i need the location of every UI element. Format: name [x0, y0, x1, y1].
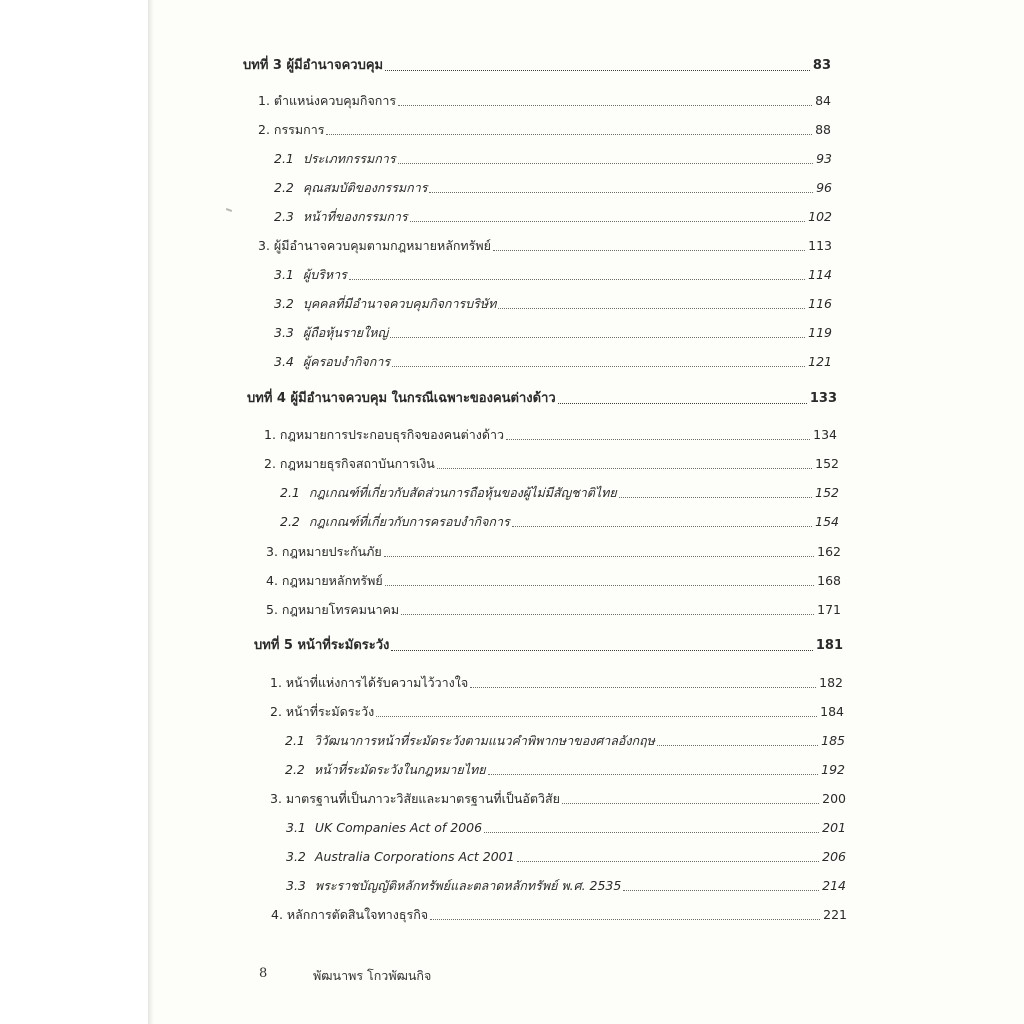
toc-entry-label: 5. กฎหมายโทรคมนาคม — [266, 602, 400, 617]
toc-entry-page: 168 — [817, 573, 841, 588]
toc-entry-label: บทที่ 3 ผู้มีอำนาจควบคุม — [243, 58, 384, 73]
toc-entry-page: 93 — [816, 151, 832, 166]
dot-leader — [619, 497, 812, 498]
toc-entry-title: ผู้ครอบงำกิจการ — [302, 354, 391, 369]
toc-section — [266, 573, 841, 589]
toc-entry-label: 2. กฎหมายธุรกิจสถาบันการเงิน — [264, 456, 435, 471]
dot-leader — [390, 337, 805, 338]
dot-leader — [430, 919, 820, 920]
toc-entry-label — [274, 325, 390, 341]
toc-entry-label: 3. ผู้มีอำนาจควบคุมตามกฎหมายหลักทรัพย์ — [258, 238, 491, 253]
toc-subsection — [285, 762, 845, 778]
toc-entry-label — [274, 151, 398, 167]
toc-subsection — [274, 180, 832, 196]
toc-subsection — [274, 354, 832, 370]
toc-section — [270, 675, 843, 691]
toc-entry-number: 2.3 — [274, 209, 294, 224]
dot-leader — [437, 468, 812, 469]
toc-entry-label: 2. กรรมการ — [258, 122, 325, 137]
toc-subsection — [285, 733, 845, 749]
dot-leader — [493, 250, 805, 251]
dot-leader — [657, 745, 818, 746]
toc-section — [258, 238, 832, 254]
toc-entry-number: 2.1 — [280, 485, 300, 500]
toc-entry-number: 2.1 — [285, 733, 305, 748]
toc-subsection — [274, 151, 832, 167]
toc-chapter-4 — [247, 391, 837, 407]
toc-entry-label — [274, 209, 410, 225]
toc-entry-page: 214 — [822, 878, 846, 893]
toc-entry-page: 192 — [821, 762, 845, 777]
toc-entry-page: 119 — [808, 325, 832, 340]
toc-entry-title: กฎเกณฑ์ที่เกี่ยวกับการครอบงำกิจการ — [308, 514, 510, 529]
toc-entry-label — [280, 485, 619, 501]
toc-entry-number: 2.2 — [285, 762, 305, 777]
toc-section — [266, 544, 841, 560]
toc-entry-label: 4. กฎหมายหลักทรัพย์ — [266, 573, 383, 588]
toc-entry-label — [274, 296, 498, 312]
toc-entry-number: 3.1 — [274, 267, 294, 282]
toc-entry-page: 201 — [822, 820, 846, 835]
toc-subsection — [286, 820, 846, 836]
dot-leader — [398, 163, 814, 164]
toc-entry-label: 3. มาตรฐานที่เป็นภาวะวิสัยและมาตรฐานที่เป็นอัตวิสัย — [270, 791, 560, 806]
toc-entry-page: 152 — [815, 485, 839, 500]
dot-leader — [562, 803, 819, 804]
toc-entry-label — [286, 849, 517, 865]
toc-entry-page: 162 — [817, 544, 841, 559]
toc-subsection — [274, 209, 832, 225]
toc-section — [266, 602, 841, 618]
toc-subsection — [274, 325, 832, 341]
toc-entry-number: 3.1 — [286, 820, 306, 835]
toc-entry-label: บทที่ 4 ผู้มีอำนาจควบคุม ในกรณีเฉพาะของคนต่างด้าว — [247, 391, 556, 406]
dot-leader — [488, 774, 819, 775]
toc-entry-label: 1. หน้าที่แห่งการได้รับความไว้วางใจ — [270, 675, 469, 690]
toc-entry-title: บุคคลที่มีอำนาจควบคุมกิจการบริษัท — [302, 296, 497, 311]
dot-leader — [470, 687, 816, 688]
toc-section — [270, 791, 846, 807]
toc-entry-title: Australia Corporations Act 2001 — [314, 849, 515, 864]
toc-entry-page: 83 — [812, 58, 831, 73]
toc-entry-label — [285, 762, 488, 778]
dot-leader — [384, 556, 814, 557]
toc-entry-title: คุณสมบัติของกรรมการ — [302, 180, 428, 195]
toc-entry-page: 114 — [808, 267, 832, 282]
toc-entry-label — [280, 514, 512, 530]
toc-entry-label: 1. กฎหมายการประกอบธุรกิจของคนต่างด้าว — [264, 427, 505, 442]
toc-entry-number: 2.2 — [274, 180, 294, 195]
toc-entry-page: 184 — [820, 704, 844, 719]
toc-entry-page: 185 — [821, 733, 845, 748]
toc-entry-number: 3.2 — [274, 296, 294, 311]
toc-subsection — [280, 485, 839, 501]
toc-entry-label — [286, 820, 484, 836]
toc-entry-title: ผู้ถือหุ้นรายใหญ่ — [302, 325, 389, 340]
toc-subsection — [274, 296, 832, 312]
toc-entry-number: 3.4 — [274, 354, 294, 369]
toc-entry-page: 181 — [815, 638, 843, 653]
dot-leader — [484, 832, 819, 833]
toc-entry-page: 88 — [815, 122, 831, 137]
toc-section — [264, 427, 837, 443]
toc-entry-number: 2.2 — [280, 514, 300, 529]
toc-section — [258, 93, 831, 109]
dot-leader — [385, 585, 814, 586]
toc-entry-title: หน้าที่ของกรรมการ — [302, 209, 408, 224]
toc-entry-page: 121 — [808, 354, 832, 369]
dot-leader — [512, 526, 812, 527]
dot-leader — [398, 105, 812, 106]
toc-entry-page: 102 — [808, 209, 832, 224]
page-edge-shadow — [148, 0, 154, 1024]
toc-subsection — [286, 849, 846, 865]
toc-section — [258, 122, 831, 138]
dot-leader — [349, 279, 805, 280]
toc-entry-label: 2. หน้าที่ระมัดระวัง — [270, 704, 375, 719]
toc-entry-title: UK Companies Act of 2006 — [314, 820, 483, 835]
toc-entry-page: 134 — [813, 427, 837, 442]
dot-leader — [385, 70, 810, 71]
dot-leader — [410, 221, 806, 222]
toc-entry-page: 221 — [823, 907, 847, 922]
toc-entry-label: 1. ตำแหน่งควบคุมกิจการ — [258, 93, 397, 108]
toc-entry-label — [285, 733, 657, 749]
toc-entry-number: 3.2 — [286, 849, 306, 864]
toc-entry-label — [274, 354, 392, 370]
toc-entry-label — [274, 180, 429, 196]
toc-entry-title: พระราชบัญญัติหลักทรัพย์และตลาดหลักทรัพย์ พ.ศ. 2535 — [314, 878, 622, 893]
dot-leader — [376, 716, 817, 717]
toc-entry-title: กฎเกณฑ์ที่เกี่ยวกับสัดส่วนการถือหุ้นของผู้ไม่มีสัญชาติไทย — [308, 485, 617, 500]
toc-entry-label: 4. หลักการตัดสินใจทางธุรกิจ — [271, 907, 429, 922]
footer-page-number: 8 — [259, 966, 268, 981]
dot-leader — [498, 308, 805, 309]
toc-entry-page: 171 — [817, 602, 841, 617]
toc-entry-number: 3.3 — [274, 325, 294, 340]
dot-leader — [506, 439, 810, 440]
dot-leader — [517, 861, 820, 862]
toc-entry-label — [274, 267, 349, 283]
toc-entry-title: ประเภทกรรมการ — [302, 151, 396, 166]
toc-entry-page: 152 — [815, 456, 839, 471]
dot-leader — [401, 614, 814, 615]
toc-entry-title: หน้าที่ระมัดระวังในกฎหมายไทย — [313, 762, 486, 777]
dot-leader — [392, 366, 805, 367]
toc-subsection — [280, 514, 839, 530]
toc-entry-page: 200 — [822, 791, 846, 806]
toc-section — [264, 456, 839, 472]
toc-entry-title: วิวัฒนาการหน้าที่ระมัดระวังตามแนวคำพิพากษาของศาลอังกฤษ — [313, 733, 655, 748]
toc-entry-page: 96 — [816, 180, 832, 195]
toc-chapter-3 — [243, 58, 831, 74]
toc-entry-page: 116 — [808, 296, 832, 311]
toc-entry-page: 113 — [808, 238, 832, 253]
toc-entry-label: 3. กฎหมายประกันภัย — [266, 544, 382, 559]
dot-leader — [623, 890, 819, 891]
toc-entry-label — [286, 878, 623, 894]
toc-entry-page: 182 — [819, 675, 843, 690]
toc-section — [270, 704, 844, 720]
footer-author-name: พัฒนาพร โกวพัฒนกิจ — [313, 968, 432, 983]
toc-chapter-5 — [254, 638, 843, 654]
toc-subsection — [286, 878, 846, 894]
dot-leader — [391, 650, 812, 651]
toc-subsection — [274, 267, 832, 283]
dot-leader — [429, 192, 813, 193]
toc-entry-page: 84 — [815, 93, 831, 108]
toc-entry-page: 206 — [822, 849, 846, 864]
toc-entry-number: 2.1 — [274, 151, 294, 166]
dot-leader — [558, 403, 807, 404]
toc-section — [271, 907, 847, 923]
toc-entry-title: ผู้บริหาร — [302, 267, 347, 282]
toc-entry-page: 154 — [815, 514, 839, 529]
dot-leader — [326, 134, 812, 135]
toc-entry-number: 3.3 — [286, 878, 306, 893]
toc-entry-page: 133 — [809, 391, 837, 406]
toc-entry-label: บทที่ 5 หน้าที่ระมัดระวัง — [254, 638, 390, 653]
